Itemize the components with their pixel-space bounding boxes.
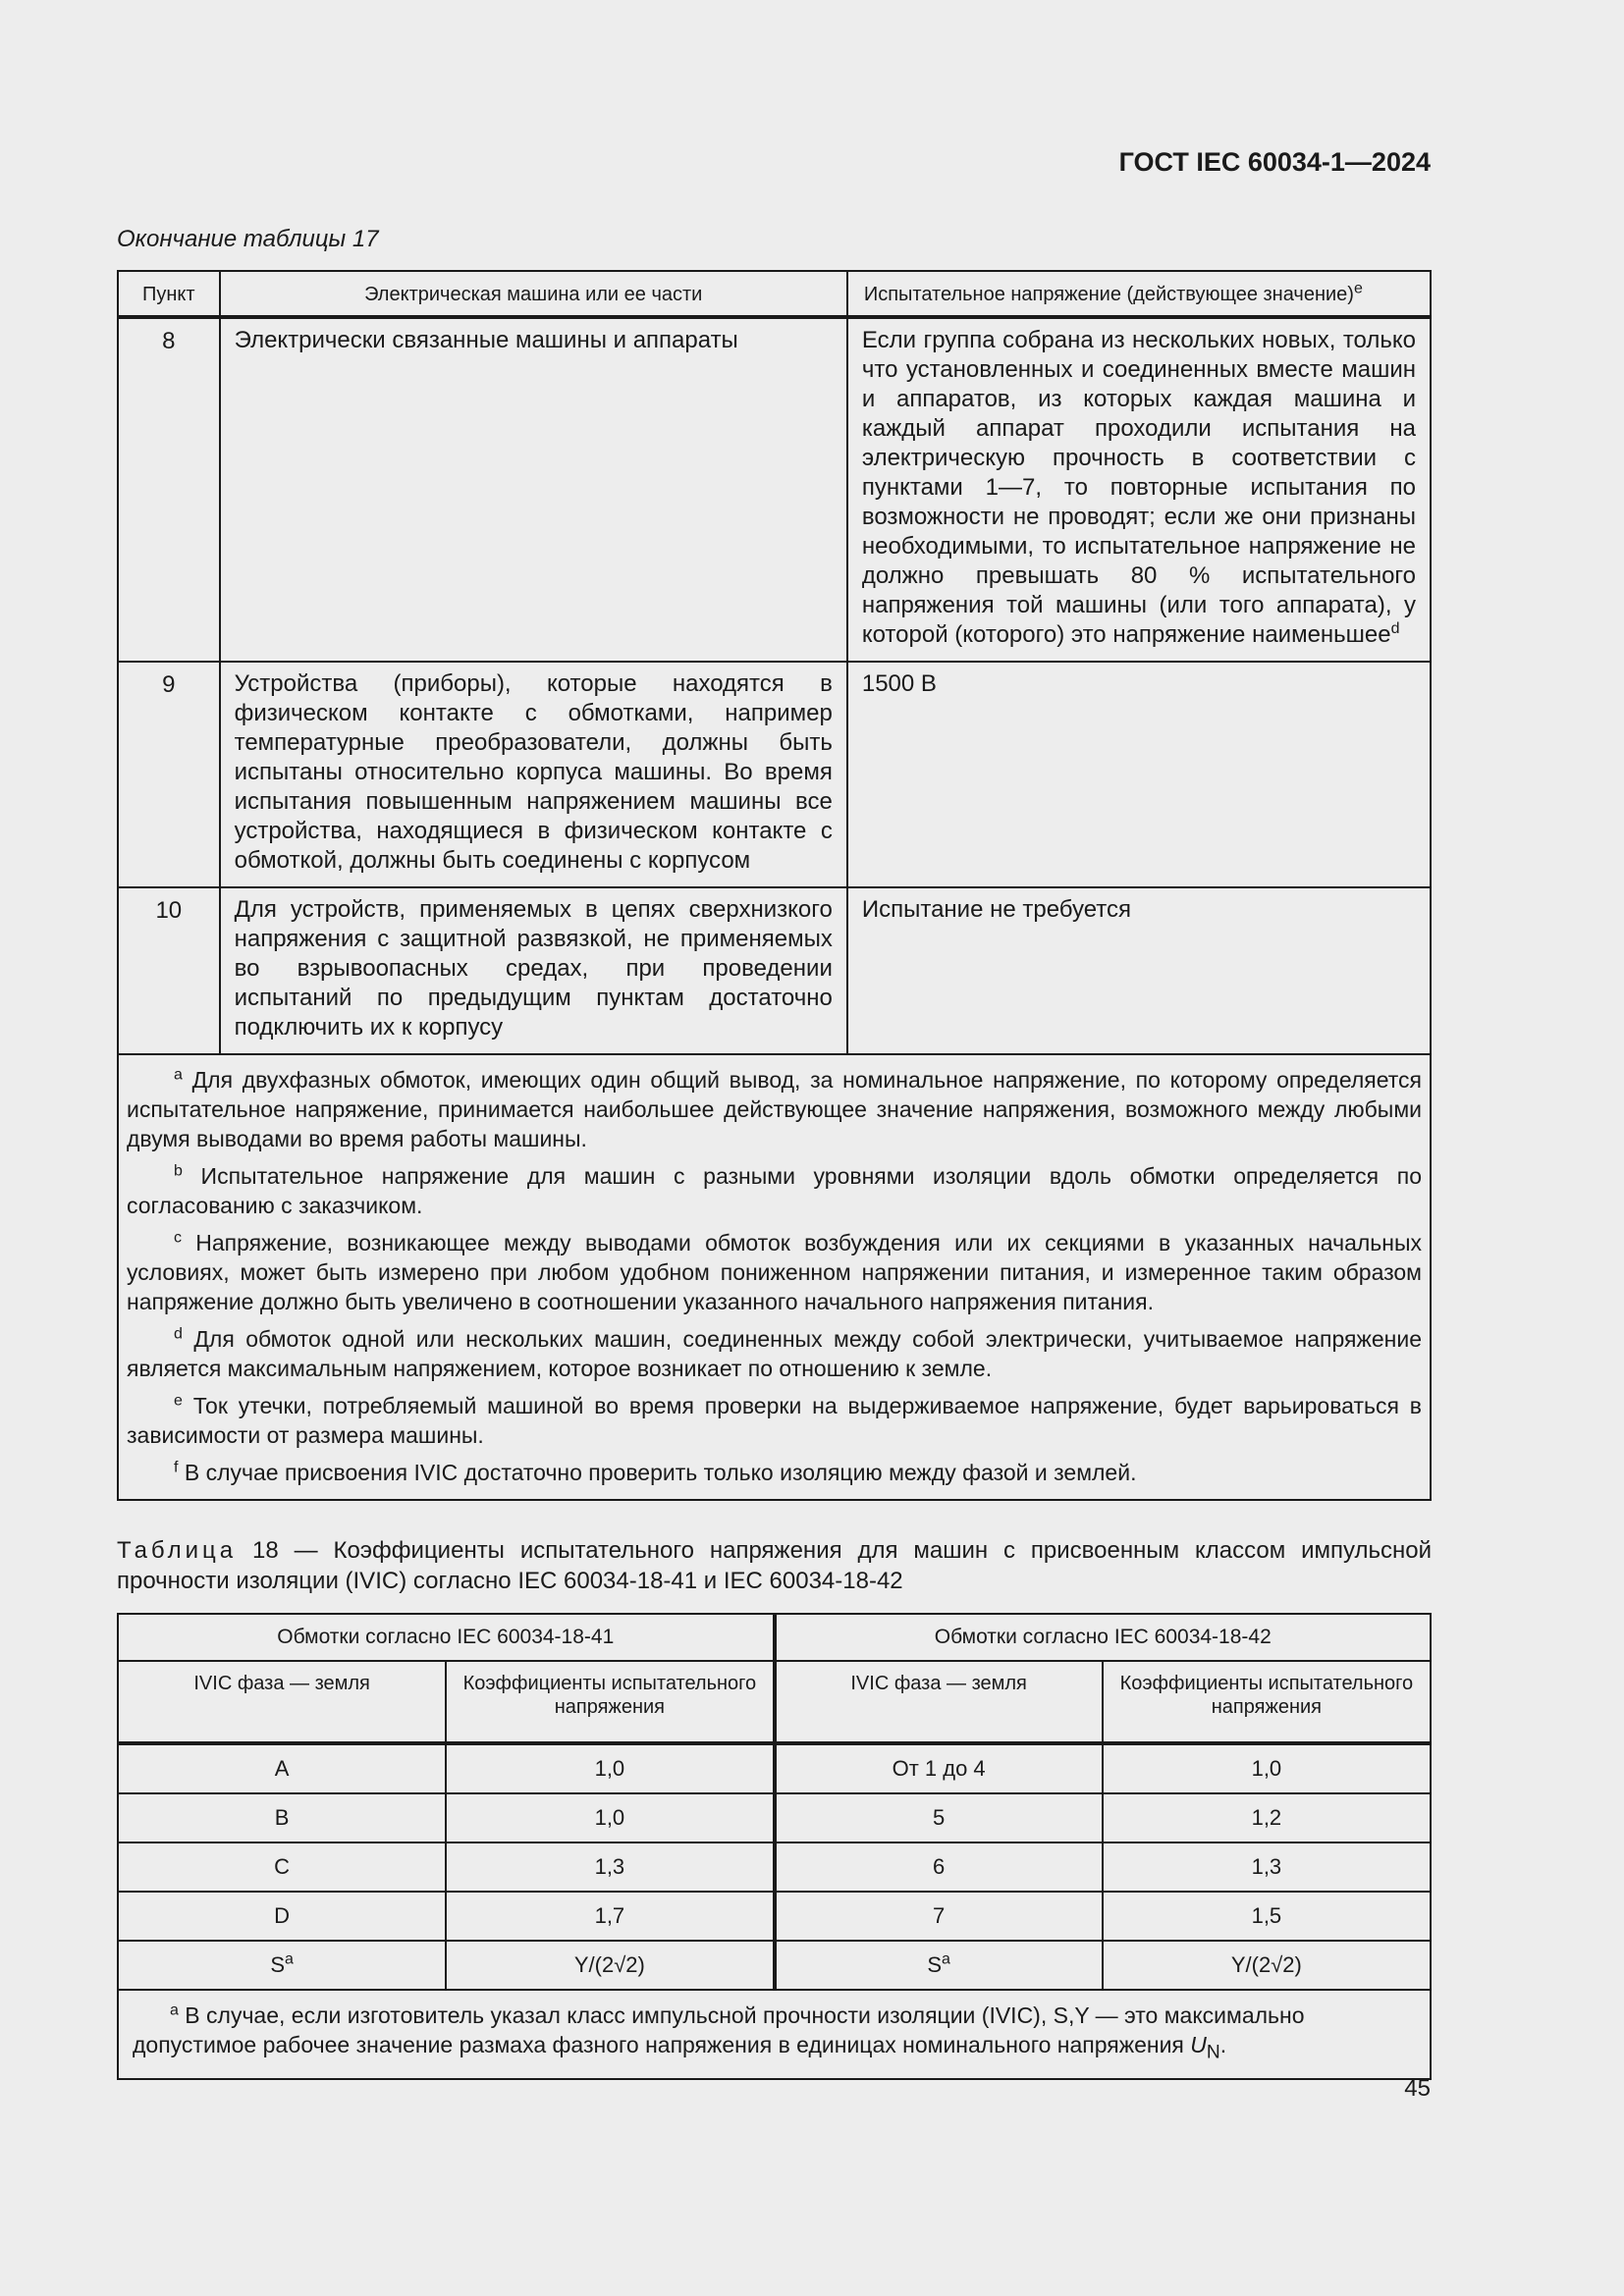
machine-cell: Устройства (приборы), которые находятся в физическом контакте с обмотками, например температурные преобразователи, должны быть испытаны относительно корпуса машины. Во время испытания повышенным напряжением машины все устройства, находящиеся в физическом контакте с обмоткой, должны быть соединены с корпусом	[220, 662, 847, 887]
column-header-coefficient: Коэффициенты испытательного напряжения	[1103, 1661, 1431, 1743]
footnote-d: $^d$ Для обмоток одной или нескольких машин, соединенных между собой электрически, учитываемое напряжение является максимальным напряжением, которое возникает по отношению к земле.	[127, 1325, 1422, 1381]
ivic-cell: $S^a$	[118, 1941, 446, 1990]
footnote-e: $^e$ Ток утечки, потребляемый машиной во время проверки на выдерживаемое напряжение, будет варьироваться в зависимости от размера машины.	[127, 1392, 1423, 1448]
group-header-18-41: Обмотки согласно IEC 60034-18-41	[118, 1614, 775, 1661]
page-number: 45	[1404, 2075, 1431, 2102]
ivic-cell: A	[118, 1743, 446, 1793]
ivic-cell: B	[118, 1793, 446, 1842]
footnote-ref: a	[942, 1950, 950, 1968]
voltage-cell: 1500 В	[847, 662, 1431, 887]
machine-cell: Электрически связанные машины и аппараты	[220, 317, 847, 662]
table-row	[118, 1793, 1431, 1842]
ivic-cell: D	[118, 1892, 446, 1941]
table-row	[118, 1743, 1431, 1793]
coefficient-cell: 1,7	[446, 1892, 774, 1941]
table-row	[118, 1892, 1431, 1941]
column-header-ivic: IVIC фаза — земля	[775, 1661, 1103, 1743]
table-row	[118, 1842, 1431, 1892]
column-header-voltage: Испытательное напряжение (действующее значение)$^e$	[847, 271, 1431, 317]
ivic-cell: 7	[775, 1892, 1103, 1941]
document-id: ГОСТ IEC 60034-1—2024	[1118, 147, 1431, 177]
coefficient-cell: 1,0	[1103, 1743, 1431, 1793]
table-row	[118, 887, 1431, 1054]
footnotes	[118, 1054, 1431, 1500]
coefficient-cell: 1,0	[446, 1793, 774, 1842]
column-header-item: Пункт	[118, 271, 220, 317]
footnote-b: $^b$ Испытательное напряжение для машин с разными уровнями изоляции вдоль обмотки определяется по согласованию с заказчиком.	[127, 1162, 1422, 1218]
footnotes-row	[118, 1990, 1431, 2079]
machine-cell: Для устройств, применяемых в цепях сверхнизкого напряжения с защитной развязкой, не применяемых во взрывоопасных средах, при проведении испытаний по предыдущим пунктам достаточно подключить их к корпусу	[220, 887, 847, 1054]
table-header-row	[118, 1661, 1431, 1743]
footnote-a: $^a$ Для двухфазных обмоток, имеющих один общий вывод, за номинальное напряжение, по которому определяется испытательное напряжение, принимается наибольшее действующее значение напряжения, возможного между любыми двумя выводами во время работы машины.	[127, 1066, 1423, 1151]
footnotes-row	[118, 1054, 1431, 1500]
column-header-machine: Электрическая машина или ее части	[220, 271, 847, 317]
coefficient-cell: Y/(2√2)	[446, 1941, 774, 1990]
voltage-cell: Испытание не требуется	[847, 887, 1431, 1054]
table-header-row	[118, 271, 1431, 317]
item-number: 8	[118, 317, 220, 662]
column-header-coefficient: Коэффициенты испытательного напряжения	[446, 1661, 774, 1743]
item-number: 9	[118, 662, 220, 887]
footnote-ref: a	[285, 1950, 294, 1968]
ivic-cell: От 1 до 4	[775, 1743, 1103, 1793]
table-row	[118, 1941, 1431, 1990]
item-number: 10	[118, 887, 220, 1054]
coefficient-cell: 1,0	[446, 1743, 774, 1793]
coefficient-cell: 1,2	[1103, 1793, 1431, 1842]
table-row	[118, 662, 1431, 887]
footnote-c: $^c$ Напряжение, возникающее между выводами обмоток возбуждения или их секциями в указанных начальных условиях, может быть измерено при любом удобном пониженном напряжении питания, и измеренное таким образом напряжение должно быть увеличено в соотношении указанного начального напряжения питания.	[127, 1229, 1422, 1314]
coefficient-cell: 1,3	[446, 1842, 774, 1892]
table-17-caption: Окончание таблицы 17	[117, 226, 379, 252]
ivic-cell: 6	[775, 1842, 1103, 1892]
table-18	[117, 1613, 1432, 2080]
table-row	[118, 317, 1431, 662]
footnote-a: $^a$ В случае, если изготовитель указал класс импульсной прочности изоляции (IVIC), S,Y — это максимально допустимое рабочее значение размаха фазного напряжения в единицах номинального напряжения $U_N$.	[118, 1990, 1431, 2079]
coefficient-cell: Y/(2√2)	[1103, 1941, 1431, 1990]
footnote-ref: d	[1390, 620, 1400, 637]
coefficient-cell: 1,5	[1103, 1892, 1431, 1941]
coefficient-cell: 1,3	[1103, 1842, 1431, 1892]
table-header-row	[118, 1614, 1431, 1661]
group-header-18-42: Обмотки согласно IEC 60034-18-42	[775, 1614, 1432, 1661]
footnote-ref: e	[1353, 280, 1363, 297]
table-18-title: Таблица 18 — Коэффициенты испытательного напряжения для машин с присвоенным классом импульсной прочности изоляции (IVIC) согласно IEC 60034-18-41 и IEC 60034-18-42	[117, 1537, 1432, 1594]
column-header-ivic: IVIC фаза — земля	[118, 1661, 446, 1743]
ivic-cell: 5	[775, 1793, 1103, 1842]
footnote-f: $^f$ В случае присвоения IVIC достаточно проверить только изоляцию между фазой и землей.	[174, 1459, 1137, 1485]
voltage-cell: Если группа собрана из нескольких новых, только что установленных и соединенных вместе машин и аппаратов, из которых каждая машина и каждый аппарат проходили испытания на электрическую прочность в соответствии с пунктами 1—7, то повторные испытания по возможности не проводят; если же они признаны необходимыми, то испытательное напряжение не должно превышать 80 % испытательного напряжения той машины (или того аппарата), у которой (которого) это напряжение наименьшее$^d$	[847, 317, 1431, 662]
ivic-cell: $S^a$	[775, 1941, 1103, 1990]
ivic-cell: C	[118, 1842, 446, 1892]
table-17	[117, 270, 1432, 1501]
